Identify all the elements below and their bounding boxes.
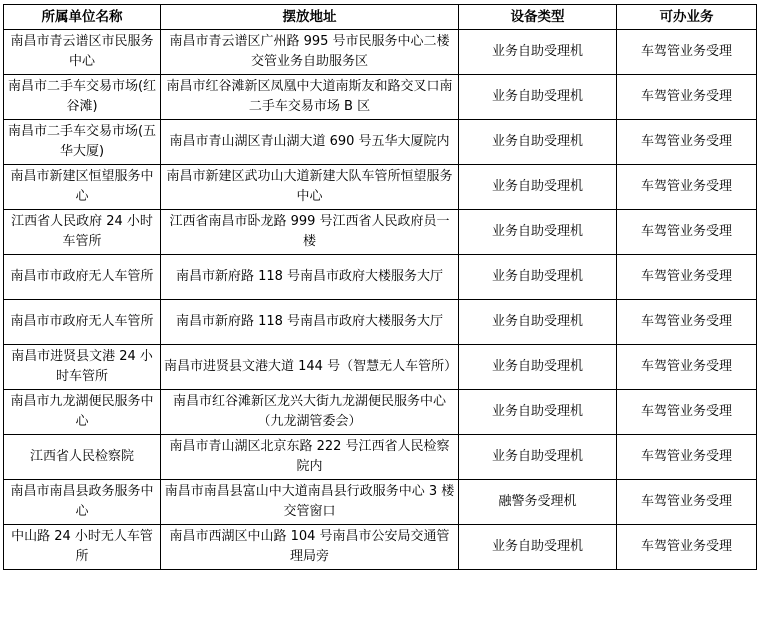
cell-services: 车驾管业务受理 [617, 255, 757, 300]
kiosk-table [3, 4, 757, 570]
cell-services: 车驾管业务受理 [617, 525, 757, 570]
table-row [4, 255, 757, 300]
cell-device-type: 业务自助受理机 [459, 300, 617, 345]
cell-unit-name: 南昌市青云谱区市民服务中心 [4, 30, 161, 75]
cell-unit-name: 南昌市二手车交易市场(五华大厦) [4, 120, 161, 165]
table-row [4, 300, 757, 345]
cell-services: 车驾管业务受理 [617, 75, 757, 120]
cell-address: 南昌市新府路 118 号南昌市政府大楼服务大厅 [161, 255, 459, 300]
cell-unit-name: 中山路 24 小时无人车管所 [4, 525, 161, 570]
cell-address: 江西省南昌市卧龙路 999 号江西省人民政府员一楼 [161, 210, 459, 255]
table-row [4, 75, 757, 120]
cell-device-type: 业务自助受理机 [459, 120, 617, 165]
table-row [4, 165, 757, 210]
cell-unit-name: 南昌市南昌县政务服务中心 [4, 480, 161, 525]
table-row [4, 30, 757, 75]
cell-unit-name: 南昌市市政府无人车管所 [4, 300, 161, 345]
table-row [4, 210, 757, 255]
cell-address: 南昌市西湖区中山路 104 号南昌市公安局交通管理局旁 [161, 525, 459, 570]
cell-device-type: 业务自助受理机 [459, 435, 617, 480]
table-row [4, 120, 757, 165]
cell-address: 南昌市进贤县文港大道 144 号（智慧无人车管所） [161, 345, 459, 390]
cell-device-type: 业务自助受理机 [459, 525, 617, 570]
cell-address: 南昌市新府路 118 号南昌市政府大楼服务大厅 [161, 300, 459, 345]
header-address: 摆放地址 [161, 5, 459, 30]
cell-device-type: 业务自助受理机 [459, 255, 617, 300]
cell-address: 南昌市青山湖区青山湖大道 690 号五华大厦院内 [161, 120, 459, 165]
cell-address: 南昌市新建区武功山大道新建大队车管所恒望服务中心 [161, 165, 459, 210]
cell-services: 车驾管业务受理 [617, 210, 757, 255]
cell-address: 南昌市南昌县富山中大道南昌县行政服务中心 3 楼交管窗口 [161, 480, 459, 525]
cell-services: 车驾管业务受理 [617, 120, 757, 165]
cell-services: 车驾管业务受理 [617, 30, 757, 75]
header-device-type: 设备类型 [459, 5, 617, 30]
header-row [4, 5, 757, 30]
cell-services: 车驾管业务受理 [617, 390, 757, 435]
cell-address: 南昌市青云谱区广州路 995 号市民服务中心二楼交管业务自助服务区 [161, 30, 459, 75]
cell-unit-name: 南昌市新建区恒望服务中心 [4, 165, 161, 210]
cell-unit-name: 江西省人民检察院 [4, 435, 161, 480]
cell-unit-name: 南昌市市政府无人车管所 [4, 255, 161, 300]
cell-device-type: 融警务受理机 [459, 480, 617, 525]
cell-device-type: 业务自助受理机 [459, 390, 617, 435]
cell-unit-name: 江西省人民政府 24 小时车管所 [4, 210, 161, 255]
cell-unit-name: 南昌市二手车交易市场(红谷滩) [4, 75, 161, 120]
table-row [4, 435, 757, 480]
cell-device-type: 业务自助受理机 [459, 75, 617, 120]
cell-unit-name: 南昌市进贤县文港 24 小时车管所 [4, 345, 161, 390]
header-services: 可办业务 [617, 5, 757, 30]
table-row [4, 480, 757, 525]
table-row [4, 390, 757, 435]
table-row [4, 525, 757, 570]
cell-services: 车驾管业务受理 [617, 435, 757, 480]
cell-device-type: 业务自助受理机 [459, 210, 617, 255]
table-row [4, 345, 757, 390]
cell-device-type: 业务自助受理机 [459, 345, 617, 390]
cell-services: 车驾管业务受理 [617, 165, 757, 210]
cell-address: 南昌市红谷滩新区龙兴大街九龙湖便民服务中心（九龙湖管委会） [161, 390, 459, 435]
header-unit-name: 所属单位名称 [4, 5, 161, 30]
cell-device-type: 业务自助受理机 [459, 30, 617, 75]
cell-device-type: 业务自助受理机 [459, 165, 617, 210]
cell-address: 南昌市青山湖区北京东路 222 号江西省人民检察院内 [161, 435, 459, 480]
cell-services: 车驾管业务受理 [617, 345, 757, 390]
cell-unit-name: 南昌市九龙湖便民服务中心 [4, 390, 161, 435]
cell-address: 南昌市红谷滩新区凤凰中大道南斯友和路交叉口南二手车交易市场 B 区 [161, 75, 459, 120]
cell-services: 车驾管业务受理 [617, 300, 757, 345]
cell-services: 车驾管业务受理 [617, 480, 757, 525]
